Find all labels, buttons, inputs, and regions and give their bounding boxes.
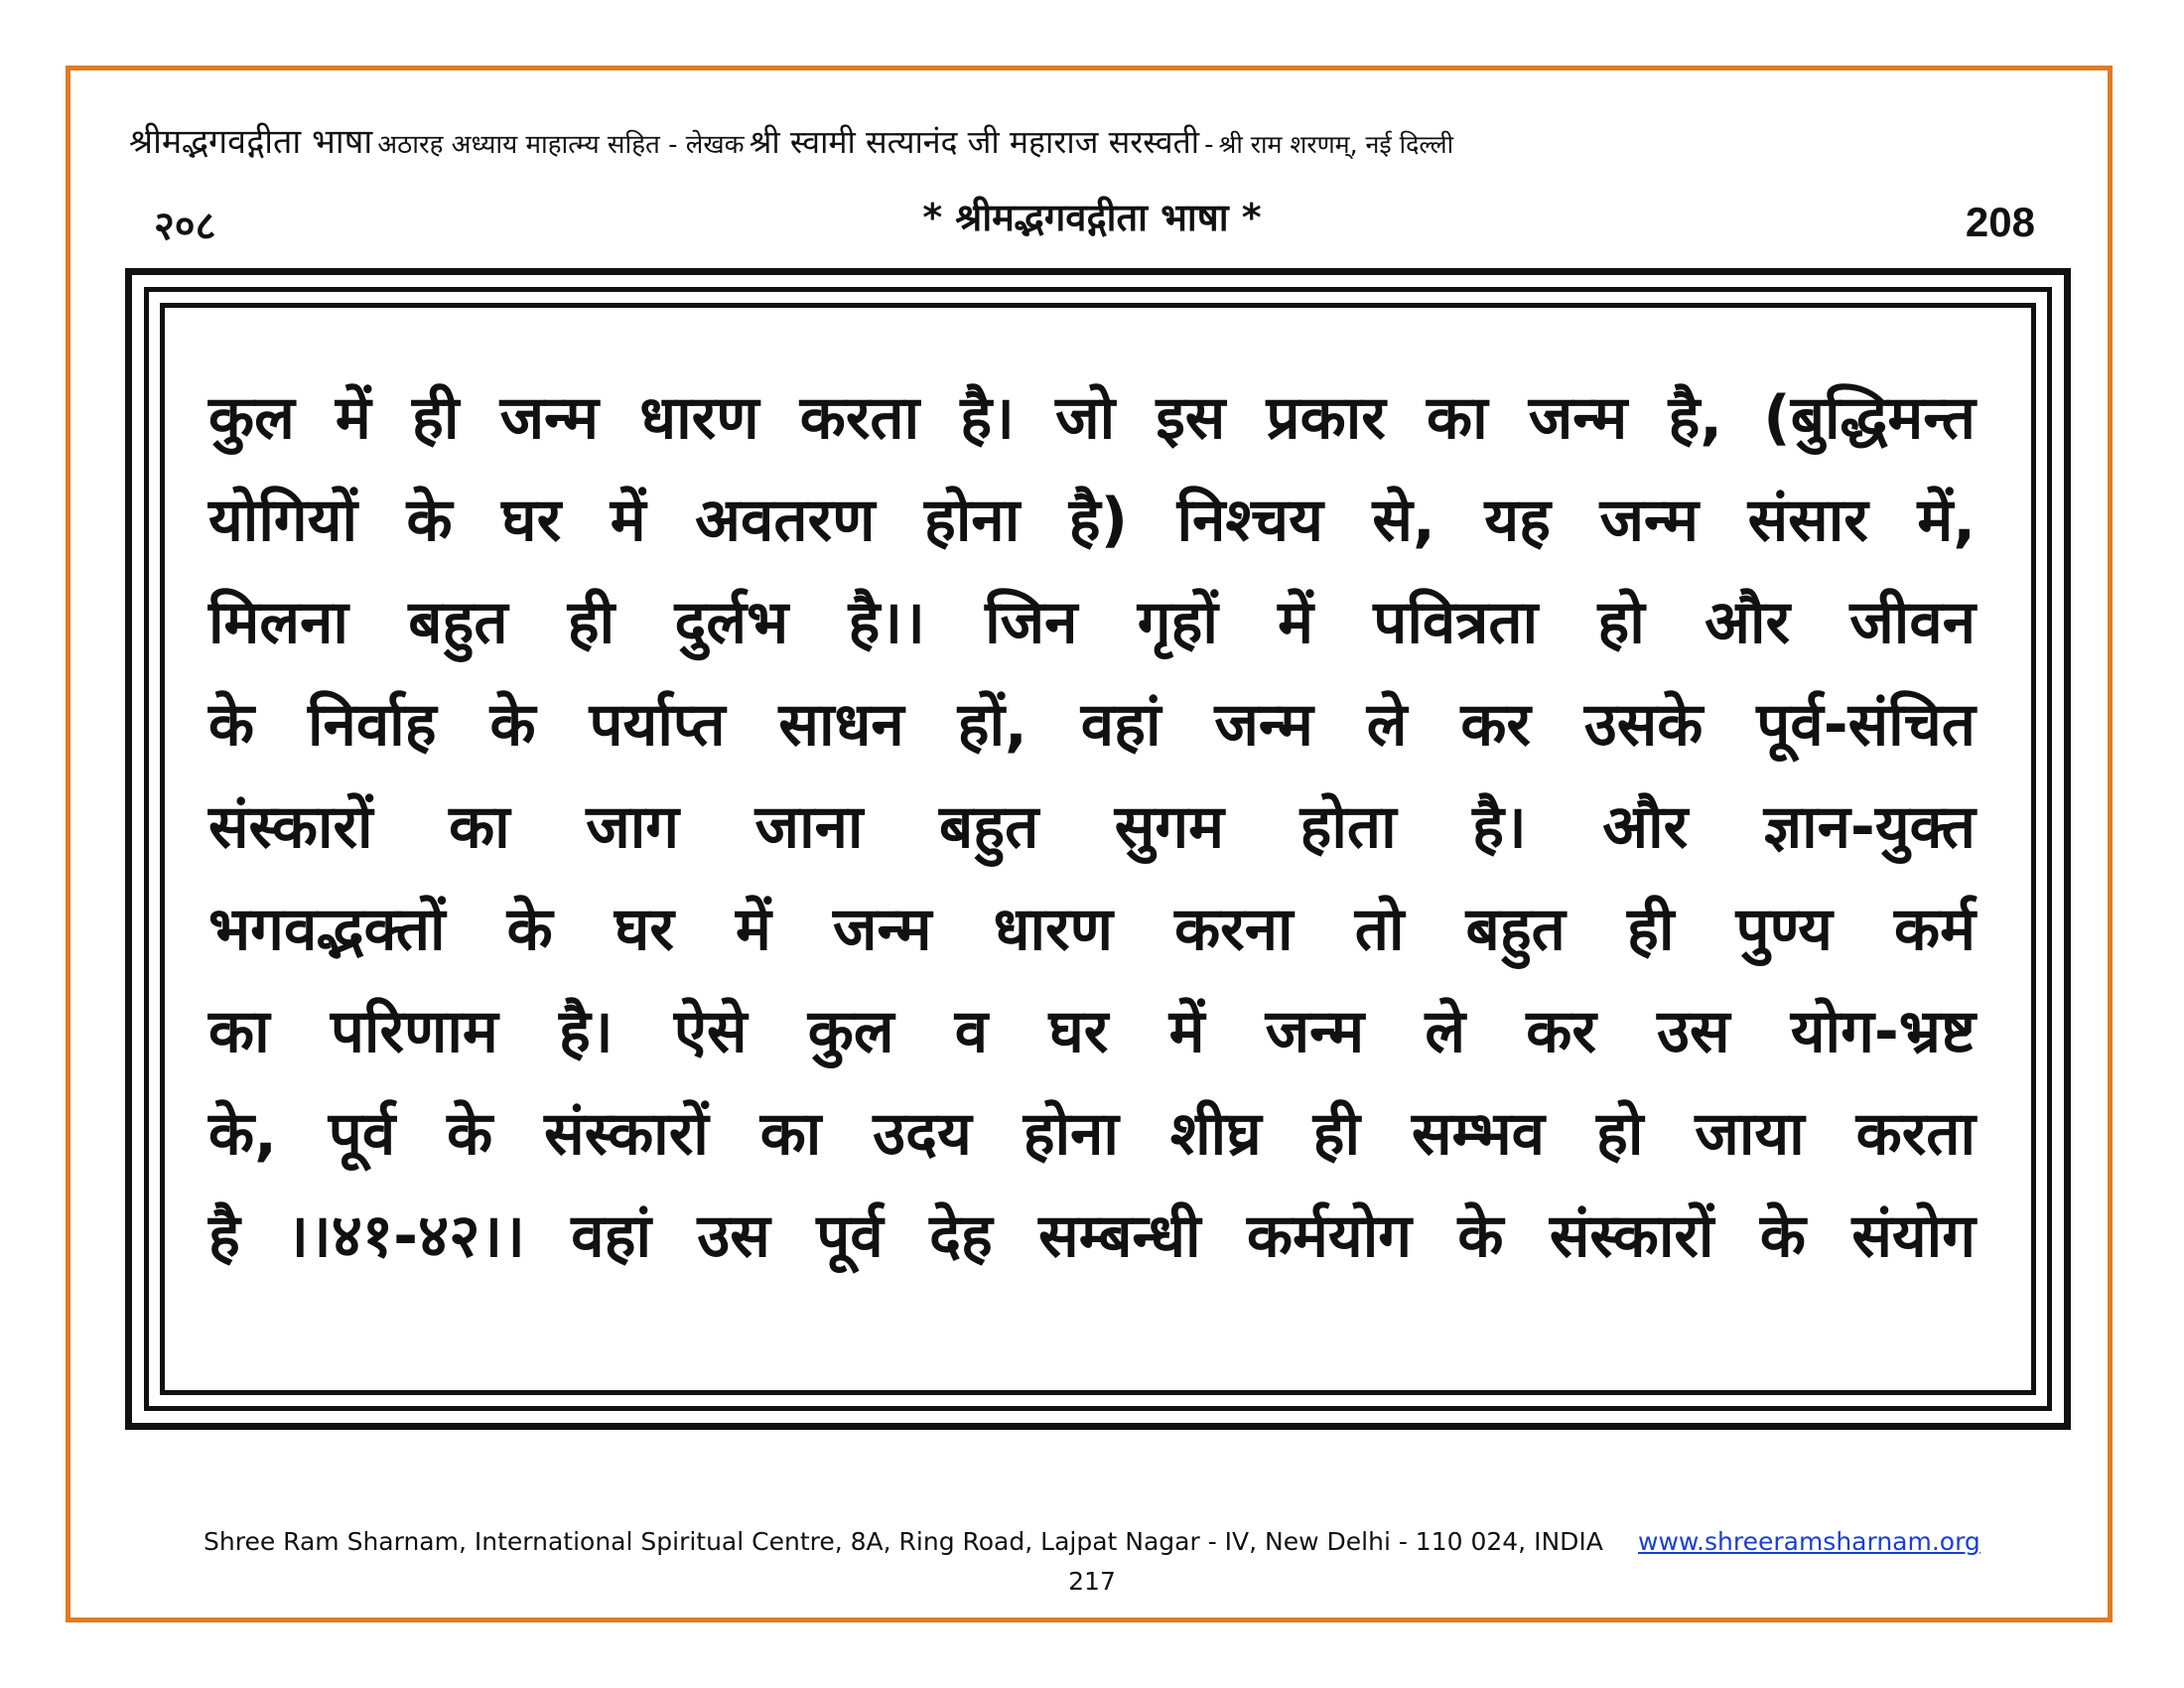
book-subtitle: अठारह अध्याय माहात्म्य सहित - लेखक <box>377 130 745 160</box>
website-link[interactable]: www.shreeramsharnam.org <box>1638 1527 1980 1556</box>
page-number: 208 <box>1965 199 2035 245</box>
book-header <box>129 117 2065 163</box>
book-title: श्रीमद्भगवद्गीता भाषा <box>129 122 373 162</box>
author-name: श्री स्वामी सत्यानंद जी महाराज सरस्वती <box>749 123 1200 161</box>
footer-page-number: 217 <box>1068 1567 1116 1596</box>
running-title: * श्रीमद्भगवद्गीता भाषा * <box>922 196 1262 239</box>
page-number-devanagari: २०८ <box>154 204 216 249</box>
footer-address: Shree Ram Sharnam, International Spiritual Centre, 8A, Ring Road, Lajpat Nagar - IV, New Delhi - 110 024, INDIA <box>204 1527 1603 1556</box>
text-line: के, पूर्व के संस्कारों का उदय होना शीघ्र ही सम्भव हो जाया करता <box>208 1099 1976 1169</box>
text-line: है ।।४१-४२।। वहां उस पूर्व देह सम्बन्धी कर्मयोग के संस्कारों के संयोग <box>208 1201 1976 1271</box>
publisher-name: श्री राम शरणम्, नई दिल्ली <box>1218 130 1454 159</box>
text-line: संस्कारों का जाग जाना बहुत सुगम होता है। और ज्ञान-युक्त <box>208 792 1976 862</box>
header-separator: - <box>1204 130 1214 160</box>
text-line: के निर्वाह के पर्याप्त साधन हों, वहां जन्म ले कर उसके पूर्व-संचित <box>208 690 1976 760</box>
text-line: का परिणाम है। ऐसे कुल व घर में जन्म ले कर उस योग-भ्रष्ट <box>208 997 1976 1066</box>
text-line: योगियों के घर में अवतरण होना है) निश्चय से, यह जन्म संसार में, <box>208 486 1976 555</box>
text-line: भगवद्भक्तों के घर में जन्म धारण करना तो बहुत ही पुण्य कर्म <box>208 895 1976 964</box>
text-line: मिलना बहुत ही दुर्लभ है।। जिन गृहों में पवित्रता हो और जीवन <box>208 588 1976 657</box>
body-text <box>208 367 1976 1288</box>
text-line: कुल में ही जन्म धारण करता है। जो इस प्रकार का जन्म है, (बुद्धिमन्त <box>208 383 1976 453</box>
